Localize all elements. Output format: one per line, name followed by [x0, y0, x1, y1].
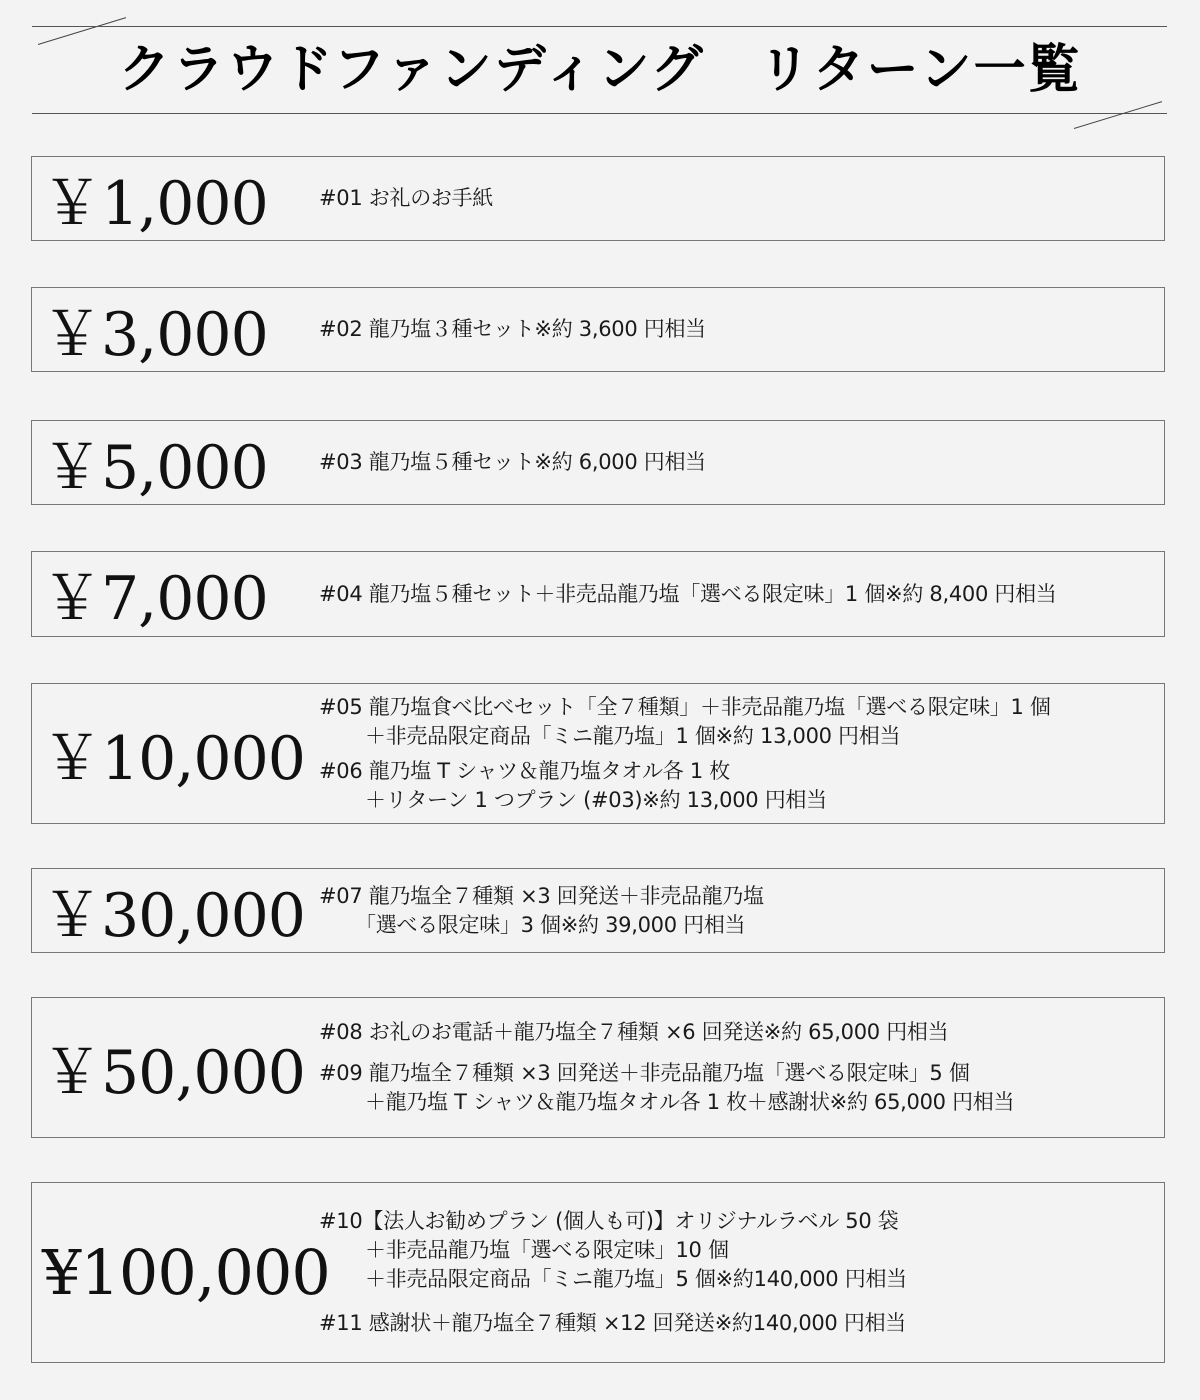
return-line: #08 お礼のお電話＋龍乃塩全７種類 ×6 回発送※約 65,000 円相当 [319, 1020, 949, 1044]
tier-card [31, 997, 1165, 1138]
tier-price: ￥3,000 [42, 299, 268, 370]
tier-returns [319, 684, 1156, 823]
tier-card [31, 156, 1165, 241]
tier-price: ￥30,000 [42, 880, 305, 951]
return-line: #04 龍乃塩５種セット＋非売品龍乃塩「選べる限定味」1 個※約 8,400 円相当 [319, 581, 1057, 606]
tier-card [31, 1182, 1165, 1363]
tier-card [31, 420, 1165, 505]
tier-price: ￥1,000 [42, 168, 268, 239]
tier-card [31, 868, 1165, 953]
return-line: ＋リターン 1 つプラン (#03)※約 13,000 円相当 [365, 787, 827, 812]
return-line: ＋非売品龍乃塩「選べる限定味」10 個 [365, 1238, 729, 1262]
return-item [319, 882, 1156, 940]
return-item [319, 315, 1156, 344]
return-item [319, 1059, 1156, 1117]
tier-price: ￥5,000 [42, 432, 268, 503]
return-line: #01 お礼のお手紙 [319, 186, 493, 210]
return-line: #03 龍乃塩５種セット※約 6,000 円相当 [319, 450, 706, 474]
header-top-rule [32, 26, 1167, 27]
return-item [319, 1018, 1156, 1047]
return-line: ＋非売品限定商品「ミニ龍乃塩」5 個※約140,000 円相当 [365, 1267, 907, 1291]
return-item [319, 1207, 1156, 1294]
return-line: ＋非売品限定商品「ミニ龍乃塩」1 個※約 13,000 円相当 [365, 723, 901, 748]
return-item [319, 1309, 1156, 1338]
tier-card [31, 683, 1165, 824]
return-item [319, 693, 1156, 751]
return-line: #11 感謝状＋龍乃塩全７種類 ×12 回発送※約140,000 円相当 [319, 1311, 906, 1335]
tier-card [31, 287, 1165, 372]
tier-returns [319, 1183, 1156, 1362]
return-line: #09 龍乃塩全７種類 ×3 回発送＋非売品龍乃塩「選べる限定味」5 個 [319, 1061, 970, 1085]
tier-price: ￥7,000 [42, 564, 268, 634]
return-line: ＋龍乃塩 T シャツ＆龍乃塩タオル各 1 枚＋感謝状※約 65,000 円相当 [365, 1090, 1015, 1114]
return-item [319, 184, 1156, 213]
return-line: #07 龍乃塩全７種類 ×3 回発送＋非売品龍乃塩 [319, 883, 764, 908]
return-line: #02 龍乃塩３種セット※約 3,600 円相当 [319, 317, 706, 341]
tier-price: ¥100,000 [42, 1236, 330, 1309]
return-line: #05 龍乃塩食べ比べセット「全７種類」＋非売品龍乃塩「選べる限定味」1 個 [319, 694, 1051, 719]
tier-card [31, 551, 1165, 637]
header-bottom-rule [32, 113, 1167, 114]
return-item [319, 757, 1156, 815]
page-title: クラウドファンディング リターン一覧 [118, 40, 1082, 100]
tier-returns [319, 157, 1156, 240]
return-item [319, 448, 1156, 477]
tier-returns [319, 998, 1156, 1137]
tier-returns [319, 288, 1156, 371]
return-item [319, 580, 1156, 609]
tier-returns [319, 421, 1156, 504]
return-line: #10【法人お勧めプラン (個人も可)】オリジナルラベル 50 袋 [319, 1209, 899, 1233]
tier-returns [319, 869, 1156, 952]
tier-price: ￥50,000 [42, 1037, 305, 1108]
return-line: #06 龍乃塩 T シャツ＆龍乃塩タオル各 1 枚 [319, 758, 730, 783]
return-line: 「選べる限定味」3 個※約 39,000 円相当 [355, 912, 746, 937]
tier-price: ￥10,000 [42, 723, 305, 794]
tier-returns [319, 552, 1156, 636]
